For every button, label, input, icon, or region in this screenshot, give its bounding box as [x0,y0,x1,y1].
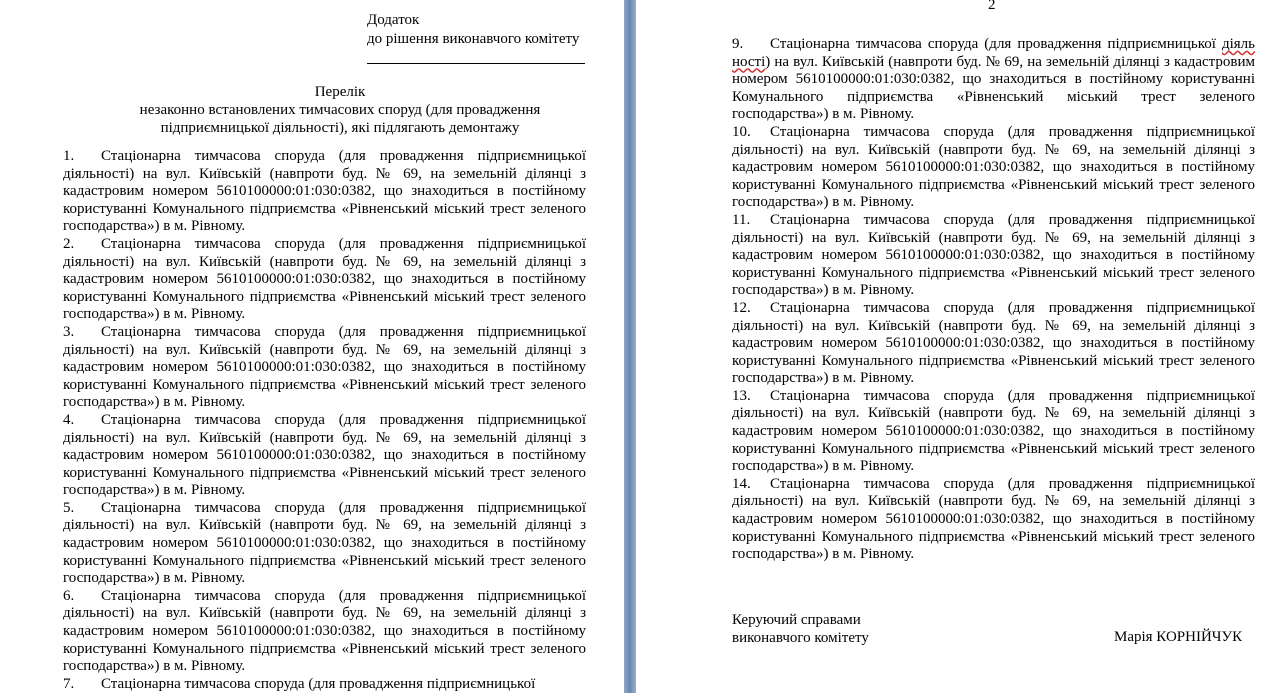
signatory-name: Марія КОРНІЙЧУК [1114,629,1243,645]
list-item: 13. Стаціонарна тимчасова споруда (для провадження підприємницької діяльності) на вул. Київській (навпроти буд. № 69, на земельній ділянці з кадастровим номером 5610100000:01:030:0382, що знаходиться в постійному користуванні Комунального підприємства «Рівненський міський трест зеленого господарства») в м. Рівному. [732,387,1255,475]
signatory-title-line-2: виконавчого комітету [732,630,869,646]
list-item: 6. Стаціонарна тимчасова споруда (для провадження підприємницької діяльності) на вул. Київській (навпроти буд. № 69, на земельній ділянці з кадастровим номером 5610100000:01:030:0382, що знаходиться в постійному користуванні Комунального підприємства «Рівненський міський трест зеленого господарства») в м. Рівному. [63,587,586,675]
list-item: 11. Стаціонарна тимчасова споруда (для провадження підприємницької діяльності) на вул. Київській (навпроти буд. № 69, на земельній ділянці з кадастровим номером 5610100000:01:030:0382, що знаходиться в постійному користуванні Комунального підприємства «Рівненський міський трест зеленого господарства») в м. Рівному. [732,211,1255,299]
list-item: 2. Стаціонарна тимчасова споруда (для провадження підприємницької діяльності) на вул. Київській (навпроти буд. № 69, на земельній ділянці з кадастровим номером 5610100000:01:030:0382, що знаходиться в постійному користуванні Комунального підприємства «Рівненський міський трест зеленого господарства») в м. Рівному. [63,235,586,323]
document-page-2 [636,0,1280,693]
page-gutter [624,0,636,693]
list-item: 9. Стаціонарна тимчасова споруда (для провадження підприємницької діяль ності) на вул. Київській (навпроти буд. № 69, на земельній ділянці з кадастровим номером 5610100000:01:030:0382, що знаходиться в постійному користуванні Комунального підприємства «Рівненський міський трест зеленого господарства») в м. Рівному. [732,36,1255,123]
structures-list-page-1 [63,148,586,693]
appendix-block [367,11,597,49]
appendix-line-1: Додаток [367,12,420,28]
appendix-signature-line [367,63,585,64]
document-title: Перелік [314,84,366,100]
page-number: 2 [988,0,996,13]
signatory-title [732,611,869,647]
list-item: 10. Стаціонарна тимчасова споруда (для провадження підприємницької діяльності) на вул. Київській (навпроти буд. № 69, на земельній ділянці з кадастровим номером 5610100000:01:030:0382, що знаходиться в постійному користуванні Комунального підприємства «Рівненський міський трест зеленого господарства») в м. Рівному. [732,123,1255,211]
list-item: 5. Стаціонарна тимчасова споруда (для провадження підприємницької діяльності) на вул. Київській (навпроти буд. № 69, на земельній ділянці з кадастровим номером 5610100000:01:030:0382, що знаходиться в постійному користуванні Комунального підприємства «Рівненський міський трест зеленого господарства») в м. Рівному. [63,499,586,587]
list-item: 3. Стаціонарна тимчасова споруда (для провадження підприємницької діяльності) на вул. Київській (навпроти буд. № 69, на земельній ділянці з кадастровим номером 5610100000:01:030:0382, що знаходиться в постійному користуванні Комунального підприємства «Рівненський міський трест зеленого господарства») в м. Рівному. [63,323,586,411]
signatory-title-line-1: Керуючий справами [732,612,861,628]
list-item: 1. Стаціонарна тимчасова споруда (для провадження підприємницької діяльності) на вул. Київській (навпроти буд. № 69, на земельній ділянці з кадастровим номером 5610100000:01:030:0382, що знаходиться в постійному користуванні Комунального підприємства «Рівненський міський трест зеленого господарства») в м. Рівному. [63,148,586,235]
document-subtitle-line-1: незаконно встановлених тимчасових споруд (для провадження [139,102,541,118]
document-page-1 [0,0,624,693]
spellcheck-underline: діяль ності [732,36,1255,70]
list-item: 14. Стаціонарна тимчасова споруда (для провадження підприємницької діяльності) на вул. Київській (навпроти буд. № 69, на земельній ділянці з кадастровим номером 5610100000:01:030:0382, що знаходиться в постійному користуванні Комунального підприємства «Рівненський міський трест зеленого господарства») в м. Рівному. [732,475,1255,563]
list-item: 7. Стаціонарна тимчасова споруда (для провадження підприємницької [63,675,536,692]
appendix-line-2: до рішення виконавчого комітету [367,31,580,47]
document-heading [90,83,590,137]
document-subtitle-line-2: підприємницької діяльності), які підлягають демонтажу [160,120,520,136]
list-item: 12. Стаціонарна тимчасова споруда (для провадження підприємницької діяльності) на вул. Київській (навпроти буд. № 69, на земельній ділянці з кадастровим номером 5610100000:01:030:0382, що знаходиться в постійному користуванні Комунального підприємства «Рівненський міський трест зеленого господарства») в м. Рівному. [732,299,1255,387]
structures-list-page-2 [732,36,1255,564]
list-item: 4. Стаціонарна тимчасова споруда (для провадження підприємницької діяльності) на вул. Київській (навпроти буд. № 69, на земельній ділянці з кадастровим номером 5610100000:01:030:0382, що знаходиться в постійному користуванні Комунального підприємства «Рівненський міський трест зеленого господарства») в м. Рівному. [63,411,586,499]
